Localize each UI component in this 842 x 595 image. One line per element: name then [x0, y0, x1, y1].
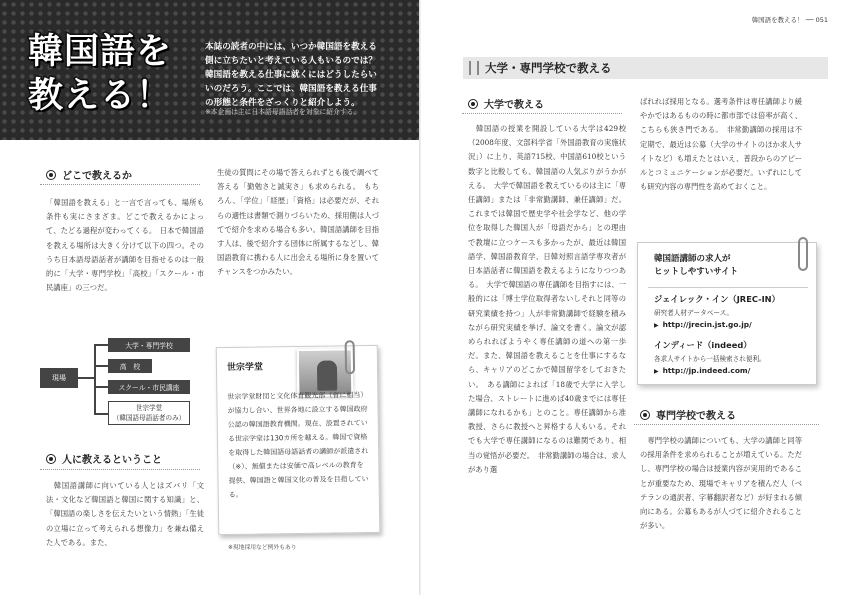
running-head: 韓国語を教える！ ── 051	[751, 16, 828, 24]
diagram-item-university: 大学・専門学校	[108, 338, 190, 352]
section-heading-university	[468, 96, 544, 111]
section-heading-vocational	[640, 407, 736, 422]
site2-desc: 各求人サイトから一括検索され便利。	[654, 355, 766, 363]
diagram-item-sejong-note: （韓国語母語話者のみ）	[112, 414, 186, 422]
diagram-connector	[78, 377, 94, 379]
site1-url-text: http://jrecin.jst.go.jp/	[662, 320, 752, 329]
divider	[648, 287, 808, 288]
paperclip-icon	[798, 237, 808, 271]
university-col2-text: ばれれば採用となる。選考条件は専任講師より緩やかではあるものの時に都市部では倍率が高く、こちらも狭き門である。 非常勤講師の採用は不定期で、最近は公募（大学のサイトのほか求人サイトなど）も増えたとはいえ、普段からのアピールとコミュニケーションが必要だ。いずれにしても研究内容の専門性を高めておくこと。	[640, 97, 802, 192]
divider	[634, 424, 819, 425]
section1-col1-text: 「韓国語を教える」と一言で言っても、場所も条件も実にさまざま。どこで教えるかによって、たどる過程が変わってくる。 日本で韓国語を教える場所は大きく分けて以下の四つ。そのうち日本語母語話者が講師を目指せるのは一般的に「大学・専門学校」「高校」「スクール・市民講座」の三つだ。	[46, 198, 204, 293]
diagram-connector	[94, 386, 108, 388]
job-sites-title-line1: 韓国語講師の求人が	[654, 254, 731, 264]
note-card-title: 世宗学堂	[226, 362, 264, 373]
site2-url-link[interactable]	[654, 366, 750, 375]
diagram-item-sejong-label: 世宗学堂	[135, 404, 163, 412]
site2-name: インディード（indeed）	[654, 340, 752, 350]
divider	[40, 184, 200, 185]
section-heading-label: 人に教えるということ	[62, 455, 162, 466]
job-sites-title	[654, 253, 738, 279]
section-heading-label: 大学で教える	[484, 100, 544, 111]
note-card-caption: ※現地採用など例外もあり	[228, 545, 297, 551]
diagram-item-school: スクール・市民講座	[108, 380, 190, 394]
note-card-text: 世宗学堂財団と文化体育観光部（省に相当）が協力し合い、世界各地に設立する韓国政府公認の韓国語教育機関。現在、設置されている世宗学堂は130カ所を越える。韓国で資格を取得した韓国語母語話者の講師が派遣され（※）、無償または安価で高レベルの教育を提供、韓国語と韓国文化の普及を目指している。	[227, 391, 369, 499]
section-band-title: 大学・専門学校で教える	[485, 61, 612, 75]
section-heading-teaching	[46, 451, 162, 466]
diagram-connector	[94, 365, 108, 367]
sejong-note-card	[216, 345, 381, 535]
job-sites-title-line2: ヒットしやすいサイト	[654, 267, 739, 277]
circle-bullet-icon	[468, 99, 478, 109]
diagram-root: 現場	[40, 368, 78, 388]
section2-text: 韓国語講師に向いている人とはズバリ「文法・文化など韓国語と韓国に関する知識」と、「韓国語の楽しさを伝えたいという情熱」「生徒の立場に立って考えられる想像力」を兼ね備えた人である。また、	[46, 481, 204, 547]
paperclip-icon	[345, 340, 355, 374]
circle-bullet-icon	[640, 410, 650, 420]
diagram-item-sejong	[108, 401, 190, 425]
section-band	[463, 57, 828, 79]
triangle-right-icon: ▶	[654, 322, 659, 329]
section-heading-where	[46, 167, 132, 182]
double-bar-icon	[469, 61, 479, 75]
vocational-text: 専門学校の講師についても、大学の講師と同等の採用条件を求められることが増えている。ただし、専門学校の場合は授業内容が実用的であることが重要なため、現場でキャリアを積んだ人（ベテランの通訳者、字幕翻訳者など）が好まれる傾向にある。公募もあるが人づてに紹介されることが多い。	[640, 436, 802, 531]
site1-url-link[interactable]	[654, 320, 752, 329]
feature-title	[28, 30, 203, 118]
diagram-item-highschool: 高 校	[108, 359, 152, 373]
job-sites-card	[637, 242, 817, 385]
section-heading-label: 専門学校で教える	[656, 411, 736, 422]
statue-shape	[317, 360, 337, 390]
divider	[462, 113, 622, 114]
section-heading-label: どこで教えるか	[62, 171, 132, 182]
feature-title-line2: 教える！	[28, 76, 173, 116]
divider	[40, 469, 200, 470]
lead-note: ※本企画は主に日本語母語話者を対象に紹介する。	[205, 108, 361, 116]
site1-name: ジェイレック・イン（JREC-IN）	[654, 294, 780, 304]
circle-bullet-icon	[46, 454, 56, 464]
section1-col2-text: 生徒の質問にその場で答えられずとも後で調べて答える「勤勉さと誠実さ」も求められる。 もちろん、「学位」「経歴」「資格」は必要だが、それらの適性は書類で測りづらいため、採用側は人づてで紹介を求める場合も多い。韓国語講師を目指す人は、後で紹介する団体に所属するなどし、韓国語教育に携わる人に出会える場所に身を置いてチャンスをつかみたい。	[217, 168, 379, 277]
diagram-connector	[94, 413, 108, 415]
diagram-connector	[94, 344, 96, 414]
triangle-right-icon: ▶	[654, 368, 659, 375]
site2-url-text: http://jp.indeed.com/	[662, 366, 751, 375]
university-col1-text: 韓国語の授業を開設している大学は429校（2008年度、文部科学省「外国語教育の実施状況」）に上り、英語715校、中国語610校という数字と比較しても、韓国語の人気ぶりがうかがえる。 大学で韓国語を教えているのは主に「専任講師」または「非常勤講師、兼任講師」だ。これまでは韓国で歴史学や社会学など、他の学位を取得した韓国人が「母語だから」との理由で教壇に立つケースも多かったが、最近は韓国語学、韓国語教育学、日韓対照言語学専攻者が日本語話者に韓国語を教えるようになりつつある。 大学で韓国語の専任講師を目指すには、一般的には「博士学位取得者ないしそれと同等の研究業績を持つ」人が非常勤講師で経験を積みながら研究実績を挙げ、論文を書く。論文が認められればようやく専任講師の道への第一歩だ。また、韓国語を教えることを仕事にするなら、キャリアのどこかで韓国留学をしておきたい。 ある講師によれば「18歳で大学に入学した場合、ストレートに進めば40歳までには専任講師になれるかも」とのこと。専任講師から准教授、さらに教授へと昇格する人もいる。それでも大学で専任講師になるのは難関であり、相当の覚悟が必要だ。 非常勤講師の場合は、求人があり選	[468, 124, 626, 474]
workplace-diagram	[40, 340, 210, 425]
lead-text: 本誌の読者の中には、いつか韓国語を教える側に立ちたいと考えている人もいるのでは？ 韓国語を教える仕事に就くにはどうしたらいいのだろう。ここでは、韓国語を教える仕事の形態と条件をざっくりと紹介しよう。	[205, 42, 377, 108]
hero-banner	[0, 0, 421, 140]
circle-bullet-icon	[46, 170, 56, 180]
diagram-connector	[94, 344, 108, 346]
feature-title-line1: 韓国語を	[28, 32, 173, 72]
site1-desc: 研究者人材データベース。	[654, 309, 733, 317]
